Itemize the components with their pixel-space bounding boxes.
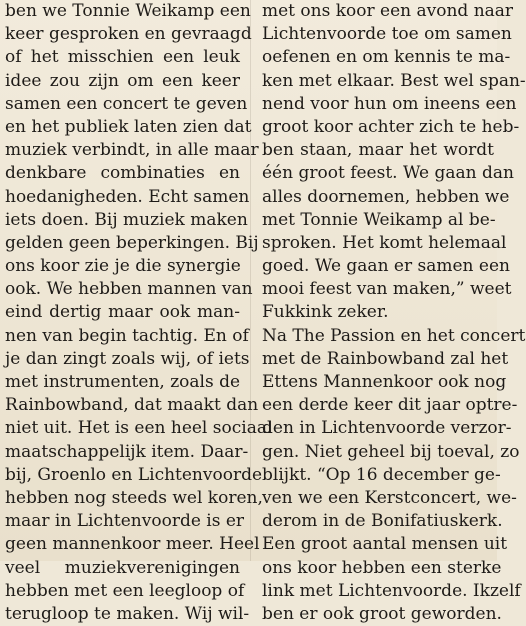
article-text-line: ons koor hebben een sterke [262, 557, 502, 578]
article-text-line: keer gesproken en gevraagd [5, 24, 252, 45]
article-text-line: link met Lichtenvoorde. Ikzelf [262, 580, 521, 601]
article-text-line: gelden geen beperkingen. Bij [5, 232, 259, 253]
article-text-line: Rainbowband, dat maakt dan [5, 395, 259, 416]
article-text-line: hebben met een leegloop of [5, 580, 245, 601]
article-text-line: ben we Tonnie Weikamp een [5, 1, 251, 21]
article-text-line: bij, Groenlo en Lichtenvoorde [5, 464, 263, 485]
article-text-line: ook. We hebben mannen van [5, 279, 253, 300]
article-text-line: den in Lichtenvoorde verzor- [262, 418, 512, 439]
article-text-line: Lichtenvoorde toe om samen [262, 24, 512, 45]
article-text-line: denkbare combinaties en [5, 163, 240, 184]
article-text-line: of het misschien een leuk [5, 47, 240, 68]
article-text-line: nend voor hun om ineens een [262, 93, 517, 114]
article-text-line: maatschappelijk item. Daar- [5, 441, 249, 462]
article-text-line: met Tonnie Weikamp al be- [262, 209, 496, 230]
article-text-line: Na The Passion en het concert [262, 325, 526, 346]
article-text-line: iets doen. Bij muziek maken [5, 209, 248, 230]
article-text-line: eind dertig maar ook man- [5, 302, 240, 323]
article-text-line: groot koor achter zich te heb- [262, 116, 520, 137]
article-text-line: mooi feest van maken,” weet [262, 279, 512, 300]
article-text-line: hebben nog steeds wel koren, [5, 487, 263, 508]
article-text-line: nen van begin tachtig. En of [5, 325, 249, 346]
article-text-line: sproken. Het komt helemaal [262, 232, 507, 253]
article-text-line: derom in de Bonifatiuskerk. [262, 511, 503, 532]
article-text-line: idee zou zijn om een keer [5, 70, 240, 91]
article-text-line: veel muziekverenigingen [5, 557, 240, 578]
article-text-line: hoedanigheden. Echt samen [5, 186, 250, 207]
article-text-line: een derde keer dit jaar optre- [262, 395, 518, 416]
article-text-line: ons koor zie je die synergie [5, 256, 241, 277]
article-text-line: geen mannenkoor meer. Heel [5, 534, 260, 555]
article-text-line: ven we een Kerstconcert, we- [262, 487, 517, 508]
column-gutter [250, 0, 251, 561]
article-text-line: blijkt. “Op 16 december ge- [262, 464, 501, 485]
article-text-line: goed. We gaan er samen een [262, 256, 510, 277]
article-text-line: samen een concert te geven [5, 93, 248, 114]
article-text-line: en het publiek laten zien dat [5, 116, 252, 137]
article-text-line: ben er ook groot geworden. [262, 603, 502, 624]
article-text-line: je dan zingt zoals wij, of iets [5, 348, 250, 369]
article-column-left [5, 0, 273, 626]
article-text-line: gen. Niet geheel bij toeval, zo [262, 441, 520, 462]
article-text-line: maar in Lichtenvoorde is er [5, 511, 245, 532]
article-text-line: één groot feest. We gaan dan [262, 163, 514, 184]
article-text-line: ben staan, maar het wordt [262, 140, 494, 161]
article-text-line: met instrumenten, zoals de [5, 372, 241, 392]
article-text-line: terugloop te maken. Wij wil- [5, 603, 250, 624]
article-text-line: ken met elkaar. Best wel span- [262, 70, 526, 91]
article-text-line: alles doornemen, hebben we [262, 186, 510, 207]
article-text-line: Fukkink zeker. [262, 302, 389, 323]
article-text-line: muziek verbindt, in alle maar [5, 140, 259, 161]
article-text-line: oefenen en om kennis te ma- [262, 47, 511, 68]
article-text-line: met ons koor een avond naar [262, 1, 514, 21]
article-text-line: Een groot aantal mensen uit [262, 534, 508, 555]
article-column-right [262, 0, 526, 626]
article-text-line: niet uit. Het is een heel sociaal [5, 418, 273, 439]
article-text-line: Ettens Mannenkoor ook nog [262, 372, 507, 392]
article-text-line: met de Rainbowband zal het [262, 348, 509, 369]
